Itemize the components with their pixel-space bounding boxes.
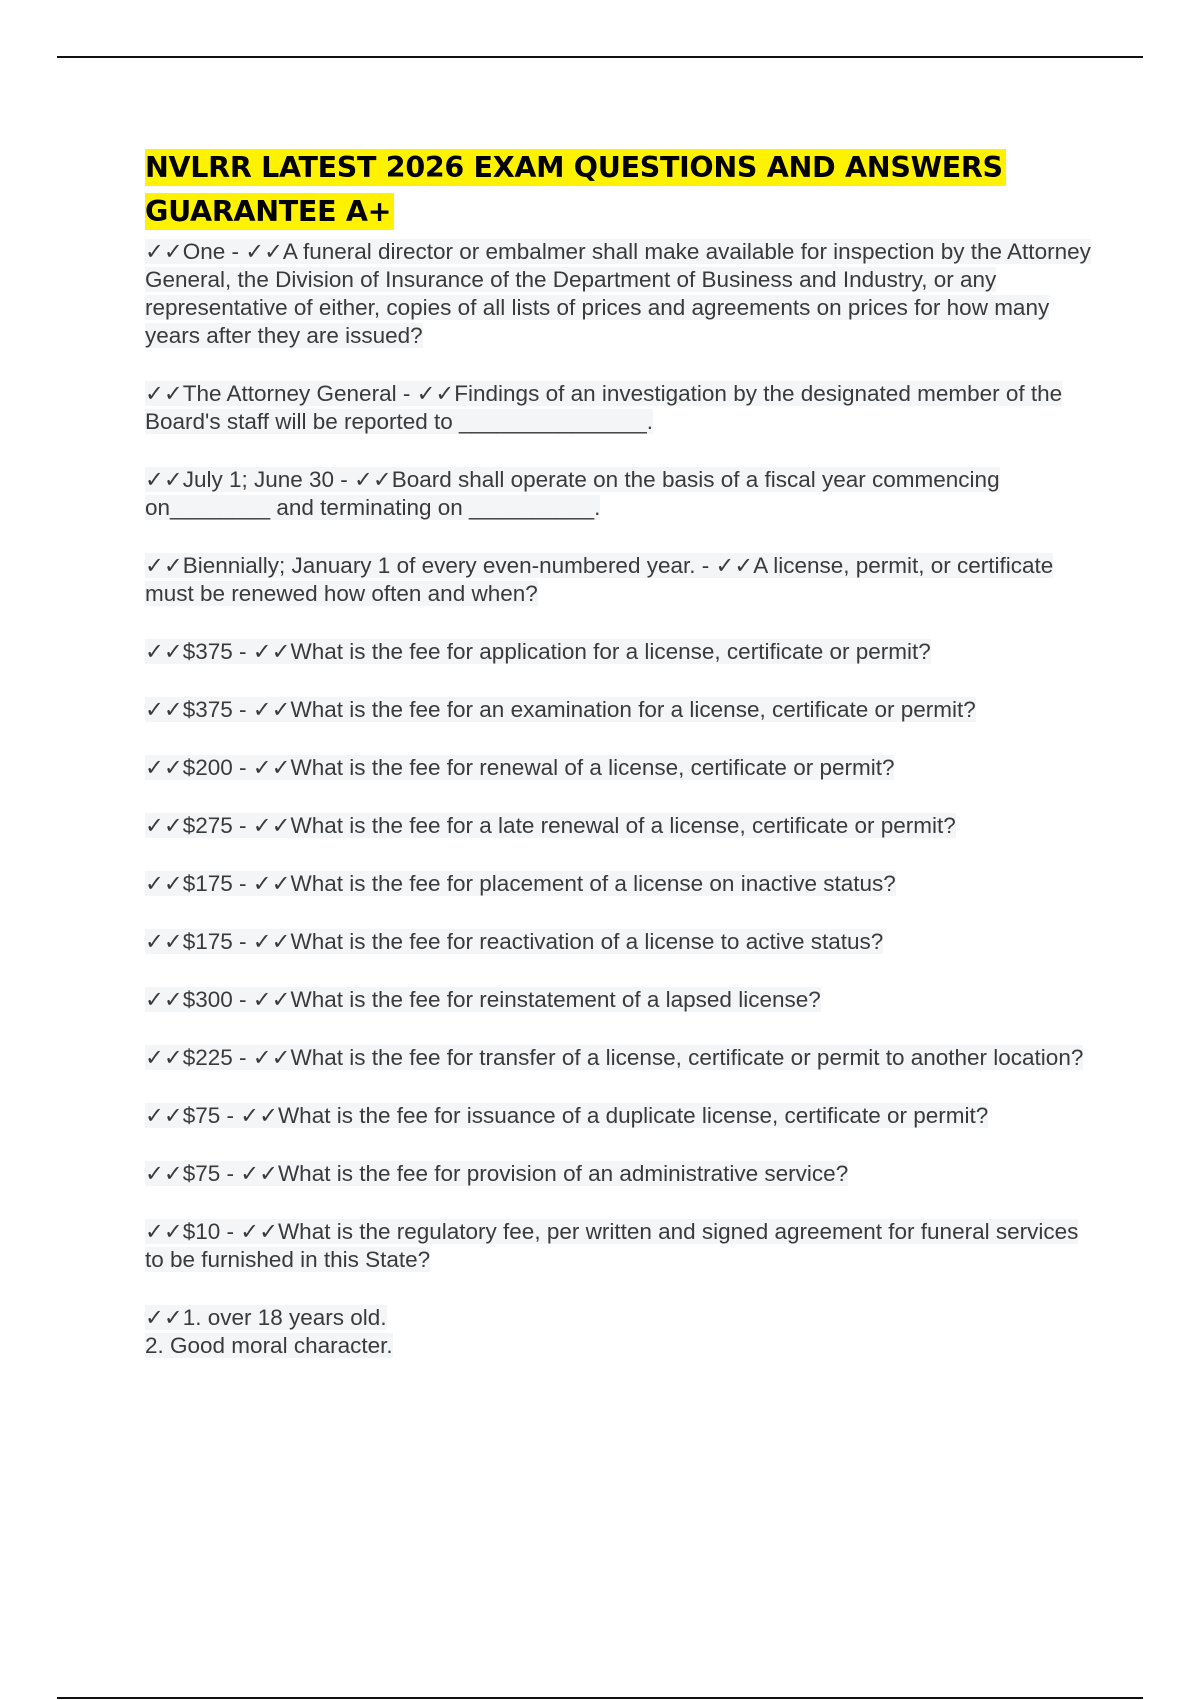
qa-item-text: ✓✓$175 - ✓✓What is the fee for reactivation of a license to active status? xyxy=(145,929,884,954)
qa-item xyxy=(145,1102,1095,1130)
qa-item xyxy=(145,870,1095,898)
qa-item-text: ✓✓$75 - ✓✓What is the fee for issuance of a duplicate license, certificate or permit? xyxy=(145,1103,989,1128)
bottom-rule xyxy=(57,1697,1143,1699)
qa-item xyxy=(145,238,1095,350)
qa-item xyxy=(145,1160,1095,1188)
qa-item xyxy=(145,638,1095,666)
document-title xyxy=(145,146,1095,234)
qa-item-text: ✓✓Biennially; January 1 of every even-numbered year. - ✓✓A license, permit, or certificate must be renewed how often and when? xyxy=(145,553,1054,606)
qa-item-text: ✓✓$175 - ✓✓What is the fee for placement of a license on inactive status? xyxy=(145,871,896,896)
qa-item-text: ✓✓One - ✓✓A funeral director or embalmer shall make available for inspection by the Attorney General, the Division of Insurance of the Department of Business and Industry, or any representative of either, copies of all lists of prices and agreements on prices for how many years after they are issued? xyxy=(145,239,1091,348)
qa-item xyxy=(145,986,1095,1014)
qa-item xyxy=(145,1218,1095,1274)
qa-item-text: ✓✓$75 - ✓✓What is the fee for provision of an administrative service? xyxy=(145,1161,849,1186)
qa-item xyxy=(145,754,1095,782)
qa-item xyxy=(145,1044,1095,1072)
requirement-line-2 xyxy=(145,1332,1095,1360)
qa-item xyxy=(145,928,1095,956)
requirement-text-1: ✓✓1. over 18 years old. xyxy=(145,1305,387,1330)
document-body xyxy=(145,146,1095,1360)
qa-item xyxy=(145,812,1095,840)
qa-item xyxy=(145,552,1095,608)
top-rule xyxy=(57,56,1143,58)
qa-item-text: ✓✓July 1; June 30 - ✓✓Board shall operate on the basis of a fiscal year commencing on________ and terminating on __________. xyxy=(145,467,1000,520)
qa-item-requirements xyxy=(145,1304,1095,1360)
qa-item-text: ✓✓$375 - ✓✓What is the fee for an examination for a license, certificate or permit? xyxy=(145,697,976,722)
requirement-line-1 xyxy=(145,1304,1095,1332)
qa-item-text: ✓✓$10 - ✓✓What is the regulatory fee, per written and signed agreement for funeral services to be furnished in this State? xyxy=(145,1219,1079,1272)
qa-item-text: ✓✓$300 - ✓✓What is the fee for reinstatement of a lapsed license? xyxy=(145,987,821,1012)
qa-item-text: ✓✓$375 - ✓✓What is the fee for application for a license, certificate or permit? xyxy=(145,639,931,664)
requirement-text-2: 2. Good moral character. xyxy=(145,1333,393,1358)
qa-item xyxy=(145,696,1095,724)
qa-item-text: ✓✓$200 - ✓✓What is the fee for renewal of a license, certificate or permit? xyxy=(145,755,895,780)
qa-item-text: ✓✓$275 - ✓✓What is the fee for a late renewal of a license, certificate or permit? xyxy=(145,813,956,838)
qa-item xyxy=(145,466,1095,522)
title-highlight: NVLRR LATEST 2026 EXAM QUESTIONS AND ANSWERS GUARANTEE A+ xyxy=(145,149,1006,230)
qa-item xyxy=(145,380,1095,436)
qa-item-text: ✓✓The Attorney General - ✓✓Findings of an investigation by the designated member of the Board's staff will be reported to _______________. xyxy=(145,381,1063,434)
qa-item-text: ✓✓$225 - ✓✓What is the fee for transfer of a license, certificate or permit to another location? xyxy=(145,1045,1084,1070)
